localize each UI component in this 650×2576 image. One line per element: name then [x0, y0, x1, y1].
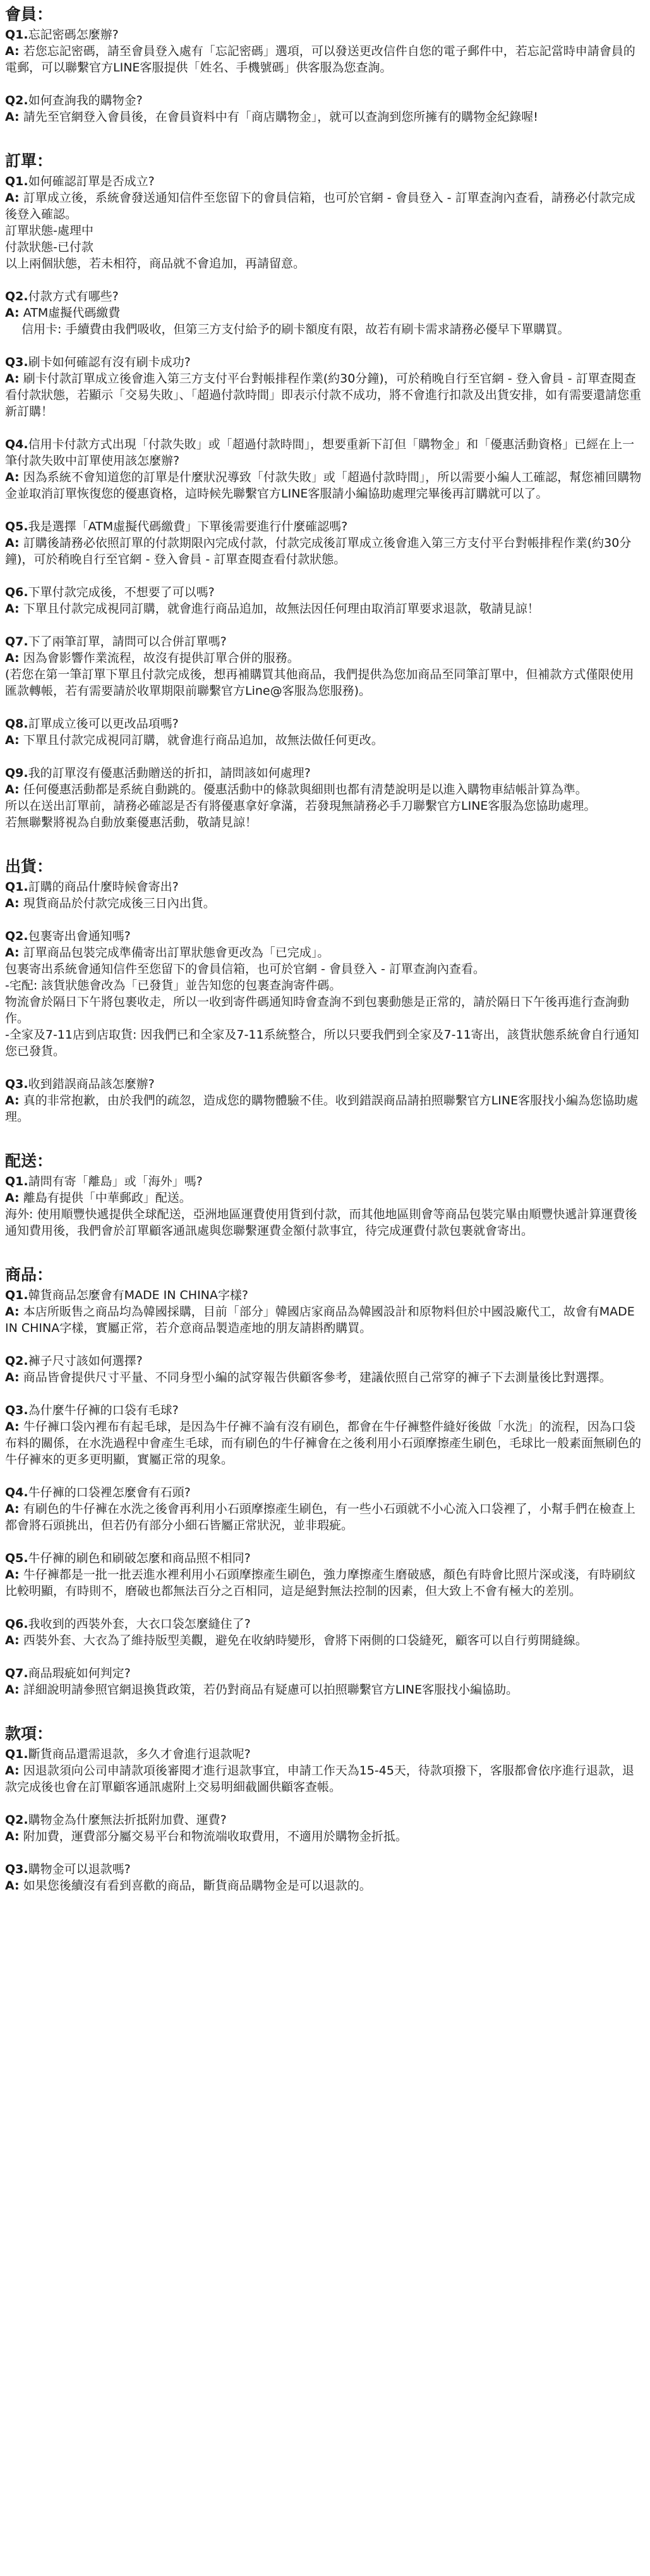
question-label: Q3.: [5, 1403, 28, 1417]
question-label: Q1.: [5, 1288, 28, 1302]
question: [5, 354, 645, 370]
faq-section: [5, 150, 645, 831]
answer-label: A:: [5, 110, 20, 124]
question-label: Q6.: [5, 585, 28, 599]
qa-item: [5, 716, 645, 748]
qa-item: [5, 1812, 645, 1845]
qa-item: [5, 436, 645, 502]
qa-item: [5, 1484, 645, 1534]
qa-item: [5, 928, 645, 1059]
question-text: 我的訂單沒有優惠活動贈送的折扣，請問該如何處理?: [28, 766, 311, 780]
answer: [5, 1092, 645, 1125]
question-label: Q1.: [5, 1747, 28, 1761]
question-label: Q4.: [5, 437, 28, 451]
answer-text: 刷卡付款訂單成立後會進入第三方支付平台對帳排程作業(約30分鐘)，可於稍晚自行至官網 - 登入會員 - 訂單查閱查看付款狀態，若顯示「交易失敗」、「超過付款時間」即表示付款不成功，將不會進行扣款及出貨安排，如有需要還請您重新訂購！: [5, 372, 642, 418]
question-text: 忘記密碼怎麼辦?: [28, 28, 119, 42]
faq-section: [5, 1723, 645, 1894]
answer: [5, 535, 645, 568]
question: [5, 584, 645, 601]
question: [5, 1484, 645, 1501]
answer-text: 訂單成立後，系統會發送通知信件至您留下的會員信箱，也可於官網 - 會員登入 - 訂單查詢內查看，請務必付款完成後登入確認。: [5, 191, 635, 221]
answer-label: A:: [5, 602, 20, 616]
question-text: 牛仔褲的口袋裡怎麼會有石頭?: [28, 1486, 191, 1499]
answer: [5, 895, 645, 912]
question: [5, 436, 645, 469]
qa-item: [5, 879, 645, 912]
answer-label: A:: [5, 783, 20, 797]
answer-text: 請先至官網登入會員後，在會員資料中有「商店購物金」，就可以查詢到您所擁有的購物金紀錄喔!: [23, 110, 538, 124]
answer-text: 因為會影響作業流程，故沒有提供訂單合併的服務。: [23, 651, 299, 665]
question-label: Q1.: [5, 174, 28, 188]
answer: [5, 190, 645, 223]
answer: [5, 650, 645, 666]
qa-item: [5, 1550, 645, 1599]
faq-section: [5, 1151, 645, 1239]
question: [5, 928, 645, 944]
answer-label: A:: [5, 1683, 20, 1697]
answer-extra-line: 若無聯繫將視為自動放棄優惠活動，敬請見諒！: [5, 815, 258, 829]
faq-section: [5, 856, 645, 1125]
question-text: 訂單成立後可以更改品項嗎?: [28, 717, 179, 731]
question-text: 訂購的商品什麼時候會寄出?: [28, 880, 179, 894]
answer-text: 離島有提供「中華郵政」配送。: [23, 1191, 191, 1205]
answer-text: 訂購後請務必依照訂單的付款期限內完成付款，付款完成後訂單成立後會進入第三方支付平台對帳排程作業(約30分鐘)，可於稍晚自行至官網 - 登入會員 - 訂單查閱查看付款狀態。: [5, 536, 632, 566]
question: [5, 288, 645, 305]
answer-extra-line: 付款狀態-已付款: [5, 240, 93, 254]
question-text: 付款方式有哪些?: [28, 290, 119, 303]
question-label: Q7.: [5, 635, 28, 649]
qa-item: [5, 27, 645, 76]
question-label: Q5.: [5, 1551, 28, 1565]
answer: [5, 1501, 645, 1534]
answer-extra-line: 包裹寄出系統會通知信件至您留下的會員信箱，也可於官網 - 會員登入 - 訂單查詢內查看。: [5, 962, 485, 976]
question-label: Q1.: [5, 28, 28, 42]
question: [5, 879, 645, 895]
question-label: Q1.: [5, 880, 28, 894]
question: [5, 1861, 645, 1877]
section-title: 會員：: [5, 5, 53, 23]
qa-item: [5, 1861, 645, 1894]
qa-item: [5, 173, 645, 272]
question-label: Q4.: [5, 1486, 28, 1499]
answer-text: 現貨商品於付款完成後三日內出貨。: [23, 896, 215, 910]
faq-section: [5, 4, 645, 125]
question: [5, 716, 645, 732]
answer-label: A:: [5, 1370, 20, 1384]
question-text: 購物金可以退款嗎?: [28, 1862, 131, 1876]
question: [5, 27, 645, 43]
question-label: Q3.: [5, 355, 28, 369]
question-text: 請問有寄「離島」或「海外」嗎?: [28, 1175, 203, 1188]
question: [5, 1812, 645, 1828]
question: [5, 1746, 645, 1762]
answer-label: A:: [5, 1879, 20, 1893]
qa-item: [5, 765, 645, 831]
question: [5, 1353, 645, 1369]
answer-text: 本店所販售之商品均為韓國採購，目前「部分」韓國店家商品為韓國設計和原物料但於中國設廠代工，故會有MADE IN CHINA字樣，實屬正常，若介意商品製造產地的朋友請斟酌購買。: [5, 1305, 635, 1335]
question-text: 斷貨商品還需退款，多久才會進行退款呢?: [28, 1747, 251, 1761]
qa-item: [5, 518, 645, 568]
question: [5, 765, 645, 781]
qa-item: [5, 354, 645, 420]
answer-extra-line: 海外: 使用順豐快遞提供全球配送，亞洲地區運費使用貨到付款，而其他地區則會等商品包裝完畢由順豐快遞計算運費後通知費用後，我們會於訂單顧客通訊處與您聯繫運費金額付款事宜，待完成運費付款包裹就會寄出。: [5, 1207, 637, 1238]
question-text: 我收到的西裝外套，大衣口袋怎麼縫住了?: [28, 1617, 251, 1631]
answer-label: A:: [5, 1764, 20, 1778]
answer-extra-line: 信用卡: 手續費由我們吸收，但第三方支付給予的刷卡額度有限，故若有刷卡需求請務必優早下單購買。: [21, 322, 570, 336]
answer-label: A:: [5, 1568, 20, 1582]
answer-label: A:: [5, 470, 20, 484]
answer-text: 因退款須向公司申請款項後審閱才進行退款事宜，申請工作天為15-45天，待款項撥下，客服都會依序進行退款，退款完成後也會在訂單顧客通訊處附上交易明細截圖供顧客查帳。: [5, 1764, 634, 1794]
answer-text: 下單且付款完成視同訂購，就會進行商品追加，故無法因任何理由取消訂單要求退款，敬請見諒！: [23, 602, 539, 616]
answer-label: A:: [5, 191, 20, 205]
answer-label: A:: [5, 372, 20, 386]
qa-item: [5, 1665, 645, 1698]
answer: [5, 781, 645, 798]
question-label: Q1.: [5, 1175, 28, 1188]
answer: [5, 944, 645, 961]
answer-label: A:: [5, 44, 20, 58]
answer: [5, 1682, 645, 1698]
answer-text: 詳細說明請參照官網退換貨政策，若仍對商品有疑慮可以拍照聯繫官方LINE客服找小編協助。: [23, 1683, 519, 1697]
question: [5, 1616, 645, 1632]
question: [5, 92, 645, 109]
qa-item: [5, 1287, 645, 1336]
answer-label: A:: [5, 1633, 20, 1647]
question: [5, 633, 645, 650]
answer-text: 有刷色的牛仔褲在水洗之後會再利用小石頭摩擦產生刷色，有一些小石頭就不小心流入口袋裡了，小幫手們在檢查上都會將石頭挑出，但若仍有部分小細石皆屬正常狀況，並非瑕疵。: [5, 1502, 635, 1532]
qa-item: [5, 1076, 645, 1125]
answer-extra-line: 物流會於隔日下午將包裹收走，所以一收到寄件碼通知時會查詢不到包裹動態是正常的，請於隔日下午後再進行查詢動作。: [5, 995, 630, 1025]
answer: [5, 1566, 645, 1599]
answer: [5, 1190, 645, 1206]
answer-text: 牛仔褲都是一批一批丟進水裡利用小石頭摩擦產生刷色，強力摩擦產生磨破感，顏色有時會比照片深或淺，有時刷紋比較明顯，有時則不，磨破也都無法百分之百相同，這是絕對無法控制的因素，但大致上不會有極大的差別。: [5, 1568, 635, 1598]
answer: [5, 1828, 645, 1845]
answer: [5, 732, 645, 748]
answer-text: 西裝外套、大衣為了維持版型美觀，避免在收納時變形，會將下兩側的口袋縫死，顧客可以自行剪開縫線。: [23, 1633, 587, 1647]
answer: [5, 1419, 645, 1468]
section-title: 訂單：: [5, 152, 53, 170]
answer-label: A:: [5, 306, 20, 320]
question-text: 韓貨商品怎麼會有MADE IN CHINA字樣?: [28, 1288, 248, 1302]
qa-item: [5, 1353, 645, 1386]
answer: [5, 1369, 645, 1386]
question-label: Q2.: [5, 1813, 28, 1827]
question: [5, 1173, 645, 1190]
answer-label: A:: [5, 651, 20, 665]
question-label: Q9.: [5, 766, 28, 780]
question-label: Q3.: [5, 1862, 28, 1876]
answer-label: A:: [5, 946, 20, 960]
section-title: 款項：: [5, 1724, 53, 1743]
answer-extra-line: 訂單狀態-處理中: [5, 224, 93, 238]
question: [5, 173, 645, 190]
answer: [5, 1877, 645, 1894]
qa-item: [5, 1616, 645, 1649]
answer: [5, 109, 645, 125]
question-label: Q3.: [5, 1077, 28, 1091]
qa-item: [5, 584, 645, 617]
answer-extra-line: 所以在送出訂單前，請務必確認是否有將優惠拿好拿滿，若發現無請務必手刀聯繫官方LINE客服為您協助處理。: [5, 799, 596, 813]
question-text: 收到錯誤商品該怎麼辦?: [28, 1077, 155, 1091]
qa-item: [5, 1402, 645, 1468]
question-text: 為什麼牛仔褲的口袋有毛球?: [28, 1403, 179, 1417]
question-text: 下單付款完成後，不想要了可以嗎?: [28, 585, 215, 599]
answer: [5, 305, 645, 321]
question: [5, 1287, 645, 1303]
answer-text: 下單且付款完成視同訂購，就會進行商品追加，故無法做任何更改。: [23, 733, 383, 747]
answer-text: ATM虛擬代碼繳費: [23, 306, 121, 320]
question-text: 如何確認訂單是否成立?: [28, 174, 155, 188]
question-label: Q6.: [5, 1617, 28, 1631]
answer: [5, 601, 645, 617]
answer-label: A:: [5, 536, 20, 550]
section-title: 配送：: [5, 1152, 53, 1170]
question-label: Q5.: [5, 520, 28, 534]
question-text: 牛仔褲的刷色和刷破怎麼和商品照不相同?: [28, 1551, 251, 1565]
answer-extra-line: 以上兩個狀態，若未相符，商品就不會追加，再請留意。: [5, 257, 306, 271]
section-title: 出貨：: [5, 857, 53, 876]
answer-text: 牛仔褲口袋內裡布有起毛球，是因為牛仔褲不論有沒有刷色，都會在牛仔褲整件縫好後做「水洗」的流程，因為口袋布料的關係，在水洗過程中會產生毛球，而有刷色的牛仔褲會在之後利用小石頭摩擦產生刷色，毛球比一般素面無刷色的牛仔褲來的更多更明顯，實屬正常的現象。: [5, 1420, 642, 1467]
question-text: 褲子尺寸該如何選擇?: [28, 1354, 143, 1368]
question-text: 刷卡如何確認有沒有刷卡成功?: [28, 355, 191, 369]
qa-item: [5, 288, 645, 338]
qa-item: [5, 633, 645, 699]
answer-label: A:: [5, 1191, 20, 1205]
question-text: 下了兩筆訂單，請問可以合併訂單嗎?: [28, 635, 227, 649]
question-label: Q2.: [5, 290, 28, 303]
answer-text: 因為系統不會知道您的訂單是什麼狀況導致「付款失敗」或「超過付款時間」，所以需要小編人工確認，幫您補回購物金並取消訂單恢復您的優惠資格，這時候先聯繫官方LINE客服請小編協助處理完畢後再訂購就可以了。: [5, 470, 642, 501]
answer: [5, 370, 645, 420]
answer-label: A:: [5, 1502, 20, 1516]
answer-text: 任何優惠活動都是系統自動跳的。優惠活動中的條款與細則也都有清楚說明是以進入購物車結帳計算為準。: [23, 783, 587, 797]
qa-item: [5, 1173, 645, 1239]
answer: [5, 1762, 645, 1795]
question-label: Q7.: [5, 1666, 28, 1680]
answer: [5, 1632, 645, 1649]
faq-section: [5, 1264, 645, 1698]
question: [5, 1665, 645, 1682]
question: [5, 518, 645, 535]
question-text: 我是選擇「ATM虛擬代碼繳費」下單後需要進行什麼確認嗎?: [28, 520, 348, 534]
question-text: 包裹寄出會通知嗎?: [28, 929, 131, 943]
answer-label: A:: [5, 1829, 20, 1843]
question-text: 商品瑕疵如何判定?: [28, 1666, 131, 1680]
answer: [5, 43, 645, 76]
answer-text: 附加費，運費部分屬交易平台和物流端收取費用，不適用於購物金折抵。: [23, 1829, 407, 1843]
answer-extra-line: -全家及7-11店到店取貨: 因我們已和全家及7-11系統整合，所以只要我們到全家及7-11寄出，該貨狀態系統會自行通知您已發貨。: [5, 1028, 639, 1058]
answer-label: A:: [5, 896, 20, 910]
answer-text: 商品皆會提供尺寸平量、不同身型小編的試穿報告供顧客參考，建議依照自己常穿的褲子下去測量後比對選擇。: [23, 1370, 611, 1384]
answer-label: A:: [5, 1094, 20, 1108]
question-text: 如何查詢我的購物金?: [28, 94, 143, 107]
answer-label: A:: [5, 733, 20, 747]
answer-extra-line: (若您在第一筆訂單下單且付款完成後，想再補購買其他商品，我們提供為您加商品至同筆訂單中，但補款方式僅限使用匯款轉帳，若有需要請於收單期限前聯繫官方Line@客服為您服務)。: [5, 668, 634, 698]
question: [5, 1402, 645, 1419]
answer-extra-line: -宅配: 該貨狀態會改為「已發貨」並告知您的包裹查詢寄件碼。: [5, 979, 342, 992]
answer: [5, 469, 645, 502]
question-text: 購物金為什麼無法折抵附加費、運費?: [28, 1813, 227, 1827]
qa-item: [5, 92, 645, 125]
question-label: Q8.: [5, 717, 28, 731]
answer-text: 訂單商品包裝完成準備寄出訂單狀態會更改為「已完成」。: [23, 946, 330, 960]
question: [5, 1076, 645, 1092]
section-title: 商品：: [5, 1266, 53, 1284]
answer: [5, 1303, 645, 1336]
answer-text: 如果您後續沒有看到喜歡的商品，斷貨商品購物金是可以退款的。: [23, 1879, 371, 1893]
question: [5, 1550, 645, 1566]
answer-label: A:: [5, 1420, 20, 1434]
question-label: Q2.: [5, 1354, 28, 1368]
question-label: Q2.: [5, 94, 28, 107]
answer-text: 若您忘記密碼，請至會員登入處有「忘記密碼」選項，可以發送更改信件自您的電子郵件中，若忘記當時申請會員的電郵，可以聯繫官方LINE客服提供「姓名、手機號碼」供客服為您查詢。: [5, 44, 635, 75]
answer-text: 真的非常抱歉，由於我們的疏忽，造成您的購物體驗不佳。收到錯誤商品請拍照聯繫官方LINE客服找小編為您協助處理。: [5, 1094, 639, 1124]
qa-item: [5, 1746, 645, 1795]
question-text: 信用卡付款方式出現「付款失敗」或「超過付款時間」，想要重新下訂但「購物金」和「優惠活動資格」已經在上一筆付款失敗中訂單使用該怎麼辦?: [5, 437, 635, 468]
answer-label: A:: [5, 1305, 20, 1319]
question-label: Q2.: [5, 929, 28, 943]
